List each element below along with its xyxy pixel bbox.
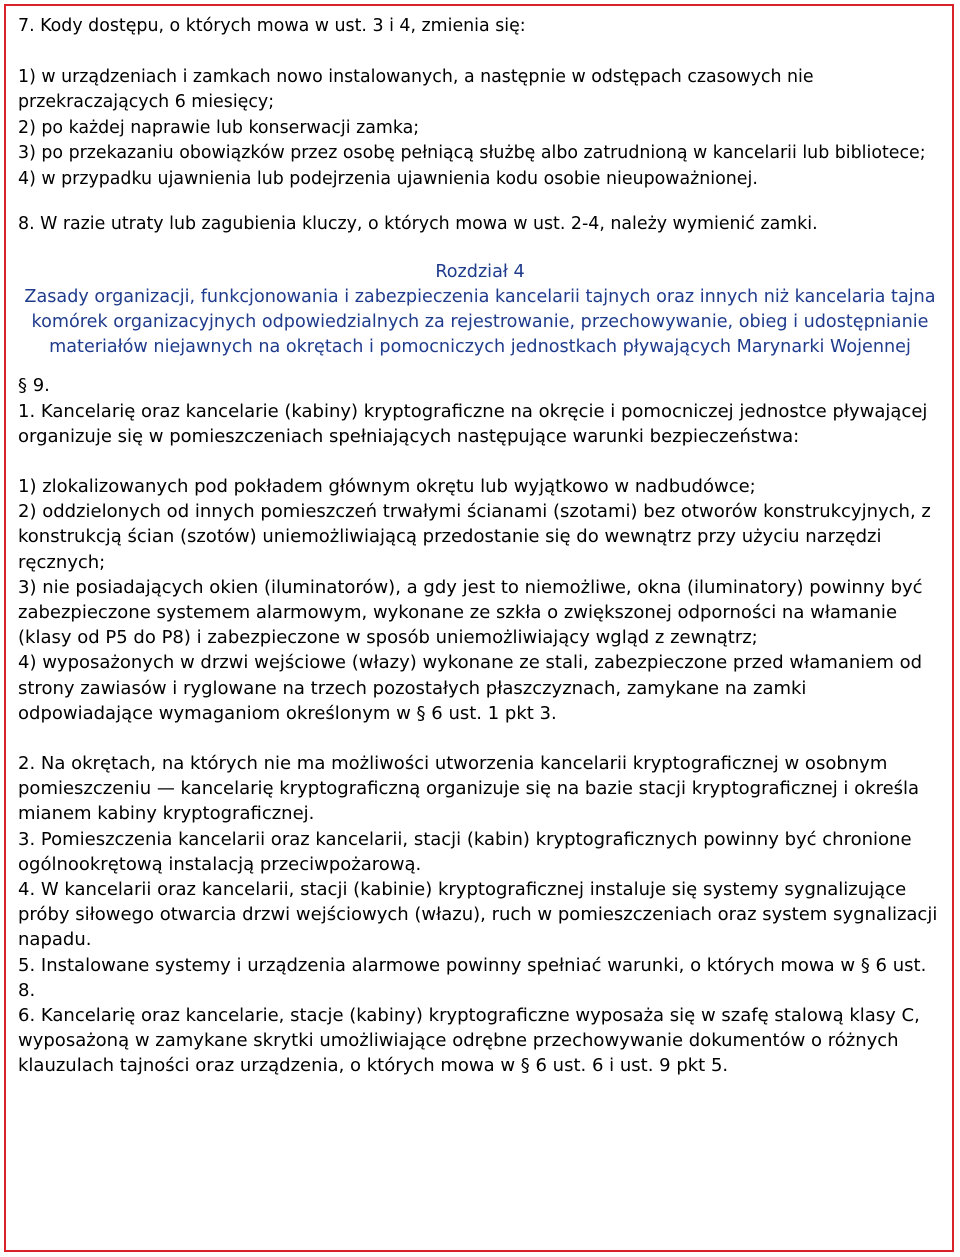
section-7-heading: 7. Kody dostępu, o których mowa w ust. 3 i 4, zmienia się: [18, 16, 526, 36]
document-page [4, 4, 954, 1252]
section-9-point: 6. Kancelarię oraz kancelarie, stacje (kabiny) kryptograficzne wyposaża się w szafę stalową klasy C, wyposażoną w zamykane skrytki umożliwiające odrębne przechowywanie dokumentów o różnych klauzulach tajności oraz urządzenia, o których mowa w § 6 ust. 6 i ust. 9 pkt 5. [18, 1004, 920, 1077]
section-8-text: 8. W razie utraty lub zagubienia kluczy, o których mowa w ust. 2-4, należy wymienić zamki. [18, 214, 818, 234]
section-9-heading: § 9. [18, 375, 50, 397]
section-9-point: 5. Instalowane systemy i urządzenia alarmowe powinny spełniać warunki, o których mowa w § 6 ust. 8. [18, 954, 927, 1001]
section-9-point: 4. W kancelarii oraz kancelarii, stacji (kabinie) kryptograficznej instaluje się systemy sygnalizujące próby siłowego otwarcia drzwi wejściowych (włazu), ruch w pomieszczeniach oraz system sygnalizacji napadu. [18, 878, 938, 951]
section-9-point: 2. Na okrętach, na których nie ma możliwości utworzenia kancelarii kryptograficznej w osobnym pomieszczeniu — kancelarię kryptograficzną organizuje się na bazie stacji kryptograficznej i określa mianem kabiny kryptograficznej. [18, 752, 920, 825]
section-7-item: 3) po przekazaniu obowiązków przez osobę pełniącą służbę albo zatrudnioną w kancelarii lub bibliotece; [18, 143, 926, 163]
chapter-title: Zasady organizacji, funkcjonowania i zabezpieczenia kancelarii tajnych oraz innych niż kancelaria tajna komórek organizacyjnych odpowiedzialnych za rejestrowanie, przechowywanie, obieg i udostępnianie materiałów niejawnych na okrętach i pomocniczych jednostkach pływających Marynarki Wojennej [24, 286, 936, 358]
section-9-item: 3) nie posiadających okien (iluminatorów), a gdy jest to niemożliwe, okna (iluminatory) powinny być zabezpieczone systemem alarmowym, wykonane ze szkła o zwiększonej odporności na włamanie (klasy od P5 do P8) i zabezpieczone w sposób uniemożliwiający wgląd z zewnątrz; [18, 576, 923, 649]
chapter-number: Rozdział 4 [435, 261, 525, 282]
section-7-item: 2) po każdej naprawie lub konserwacji zamka; [18, 117, 420, 138]
section-7-item: 4) w przypadku ujawnienia lub podejrzenia ujawnienia kodu osobie nieupoważnionej. [18, 168, 758, 189]
section-7-item: 1) w urządzeniach i zamkach nowo instalowanych, a następnie w odstępach czasowych nie przekraczających 6 miesięcy; [18, 66, 814, 112]
section-9-para-1: 1. Kancelarię oraz kancelarie (kabiny) kryptograficzne na okręcie i pomocniczej jednostce pływającej organizuje się w pomieszczeniach spełniających następujące warunki bezpieczeństwa: [18, 400, 928, 447]
section-9-item: 4) wyposażonych w drzwi wejściowe (włazy) wykonane ze stali, zabezpieczone przed włamaniem od strony zawiasów i ryglowane na trzech pozostałych płaszczyznach, zamykane na zamki odpowiadające wymaganiom określonym w § 6 ust. 1 pkt 3. [18, 652, 923, 724]
section-9-point: 3. Pomieszczenia kancelarii oraz kancelarii, stacji (kabin) kryptograficznych powinny być chronione ogólnookrętową instalacją przeciwpożarową. [18, 828, 912, 875]
section-9-item: 2) oddzielonych od innych pomieszczeń trwałymi ścianami (szotami) bez otworów konstrukcyjnych, z konstrukcją ścian (szotów) uniemożliwiającą przedostanie się do wewnątrz przy użyciu narzędzi ręcznych; [18, 501, 931, 573]
section-9-item: 1) zlokalizowanych pod pokładem głównym okrętu lub wyjątkowo w nadbudówce; [18, 475, 756, 497]
